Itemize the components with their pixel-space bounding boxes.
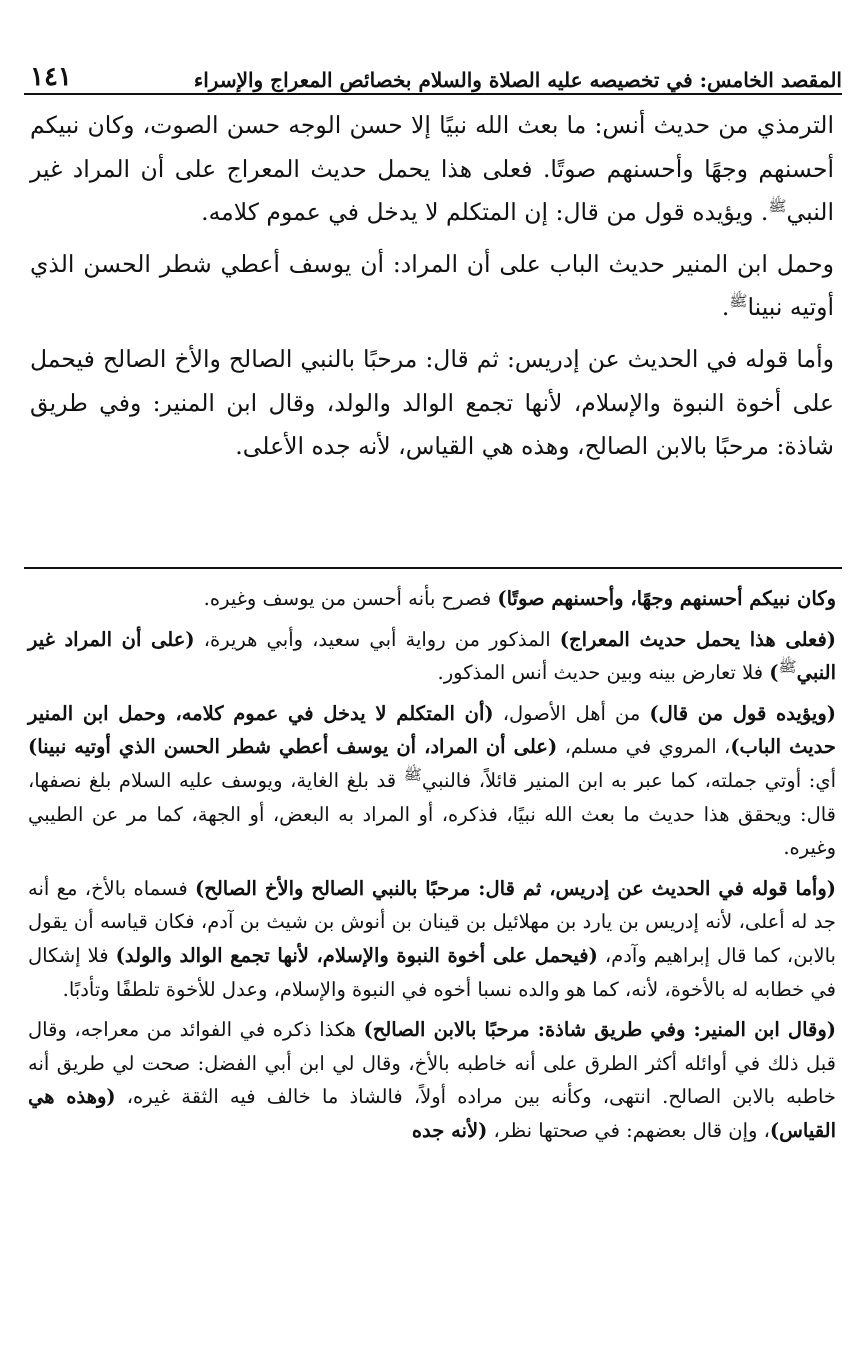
main-paragraph: وحمل ابن المنير حديث الباب على أن المراد: أن يوسف أعطي شطر الحسن الذي أوتيه نبينا$^ﷺ$. (30, 249, 834, 322)
honorific-glyph: ﷺ (768, 197, 787, 216)
commentary-paragraph: وكان نبيكم أحسنهم وجهًا، وأحسنهم صوتًا) فصرح بأنه أحسن من يوسف وغيره. (203, 587, 836, 610)
commentary-paragraph: (وقال ابن المنير: وفي طريق شاذة: مرحبًا بالابن الصالح) هكذا ذكره في الفوائد من معراجه، وقال قبل ذلك في أوائله أكثر الطرق على أنه خاطبه بالأخ، وقال لي ابن أبي الفضل: صحت لي طريق أنه خاطبه بالابن الصالح. انتهى، وكأنه بين مراده أولاً، فالشاذ ما خالف فيه الثقة غيره، (وهذه هي القياس)، وإن قال بعضهم: في صحتها نظر، (لأنه جده (28, 1018, 836, 1142)
main-text (30, 104, 834, 477)
commentary-paragraph: (فعلى هذا يحمل حديث المعراج) المذكور من رواية أبي سعيد، وأبي هريرة، (على أن المراد غير النبي$^ﷺ$) فلا تعارض بينه وبين حديث أنس المذكور. (28, 627, 836, 685)
main-paragraph: الترمذي من حديث أنس: ما بعث الله نبيًا إلا حسن الوجه حسن الصوت، وكان نبيكم أحسنهم وجهًا وأحسنهم صوتًا. فعلى هذا يحمل حديث المعراج على أن المراد غير النبي$^ﷺ$. ويؤيده قول من قال: إن المتكلم لا يدخل في عموم كلامه. (30, 111, 834, 227)
commentary-paragraph: (وأما قوله في الحديث عن إدريس، ثم قال: مرحبًا بالنبي الصالح والأخ الصالح) فسماه بالأخ، مع أنه جد له أعلى، لأنه إدريس بن يارد بن مهلائيل بن قينان بن أنوش بن شيث بن آدم، فكان قياسه أن يقول بالابن، كما قال إبراهيم وآدم، (فيحمل على أخوة النبوة والإسلام، لأنها تجمع الوالد والولد) فلا إشكال في خطابه له بالأخوة، لأنه، كما هو والده نسبا أخوه في النبوة والإسلام، وعدل للأخوة تلطفًا وتأدبًا. (28, 876, 836, 1001)
main-paragraph: وأما قوله في الحديث عن إدريس: ثم قال: مرحبًا بالنبي الصالح والأخ الصالح فيحمل على أخوة النبوة والإسلام، لأنها تجمع الوالد والولد، وقال ابن المنير: وفي طريق شاذة: مرحبًا بالابن الصالح، وهذه هي القياس، لأنه جده الأعلى. (30, 344, 834, 461)
honorific-glyph: ﷺ (778, 657, 797, 676)
chapter-heading: المقصد الخامس: في تخصيصه عليه الصلاة والسلام بخصائص المعراج والإسراء (193, 68, 842, 92)
header-rule (24, 93, 842, 95)
honorific-glyph: ﷺ (729, 292, 748, 311)
commentary-text (28, 582, 836, 1155)
honorific-glyph: ﷺ (403, 765, 422, 784)
commentary-paragraph: (ويؤيده قول من قال) من أهل الأصول، (أن المتكلم لا يدخل في عموم كلامه، وحمل ابن المنير حديث الباب)، المروي في مسلم، (على أن المراد، أن يوسف أعطي شطر الحسن الذي أوتيه نبينا) أي: أوتي جملته، كما عبر به ابن المنير قائلاً، فالنبي$^ﷺ$ قد بلغ الغاية، ويوسف عليه السلام بلغ نصفها، قال: ويحقق هذا حديث ما بعث الله نبيًا، فذكره، أو المراد به البعض، أو الجهة، كما مر عن الطيبي وغيره. (28, 701, 837, 860)
page-header (26, 48, 842, 94)
page-number: ١٤١ (30, 62, 72, 92)
footnote-separator (24, 567, 842, 569)
